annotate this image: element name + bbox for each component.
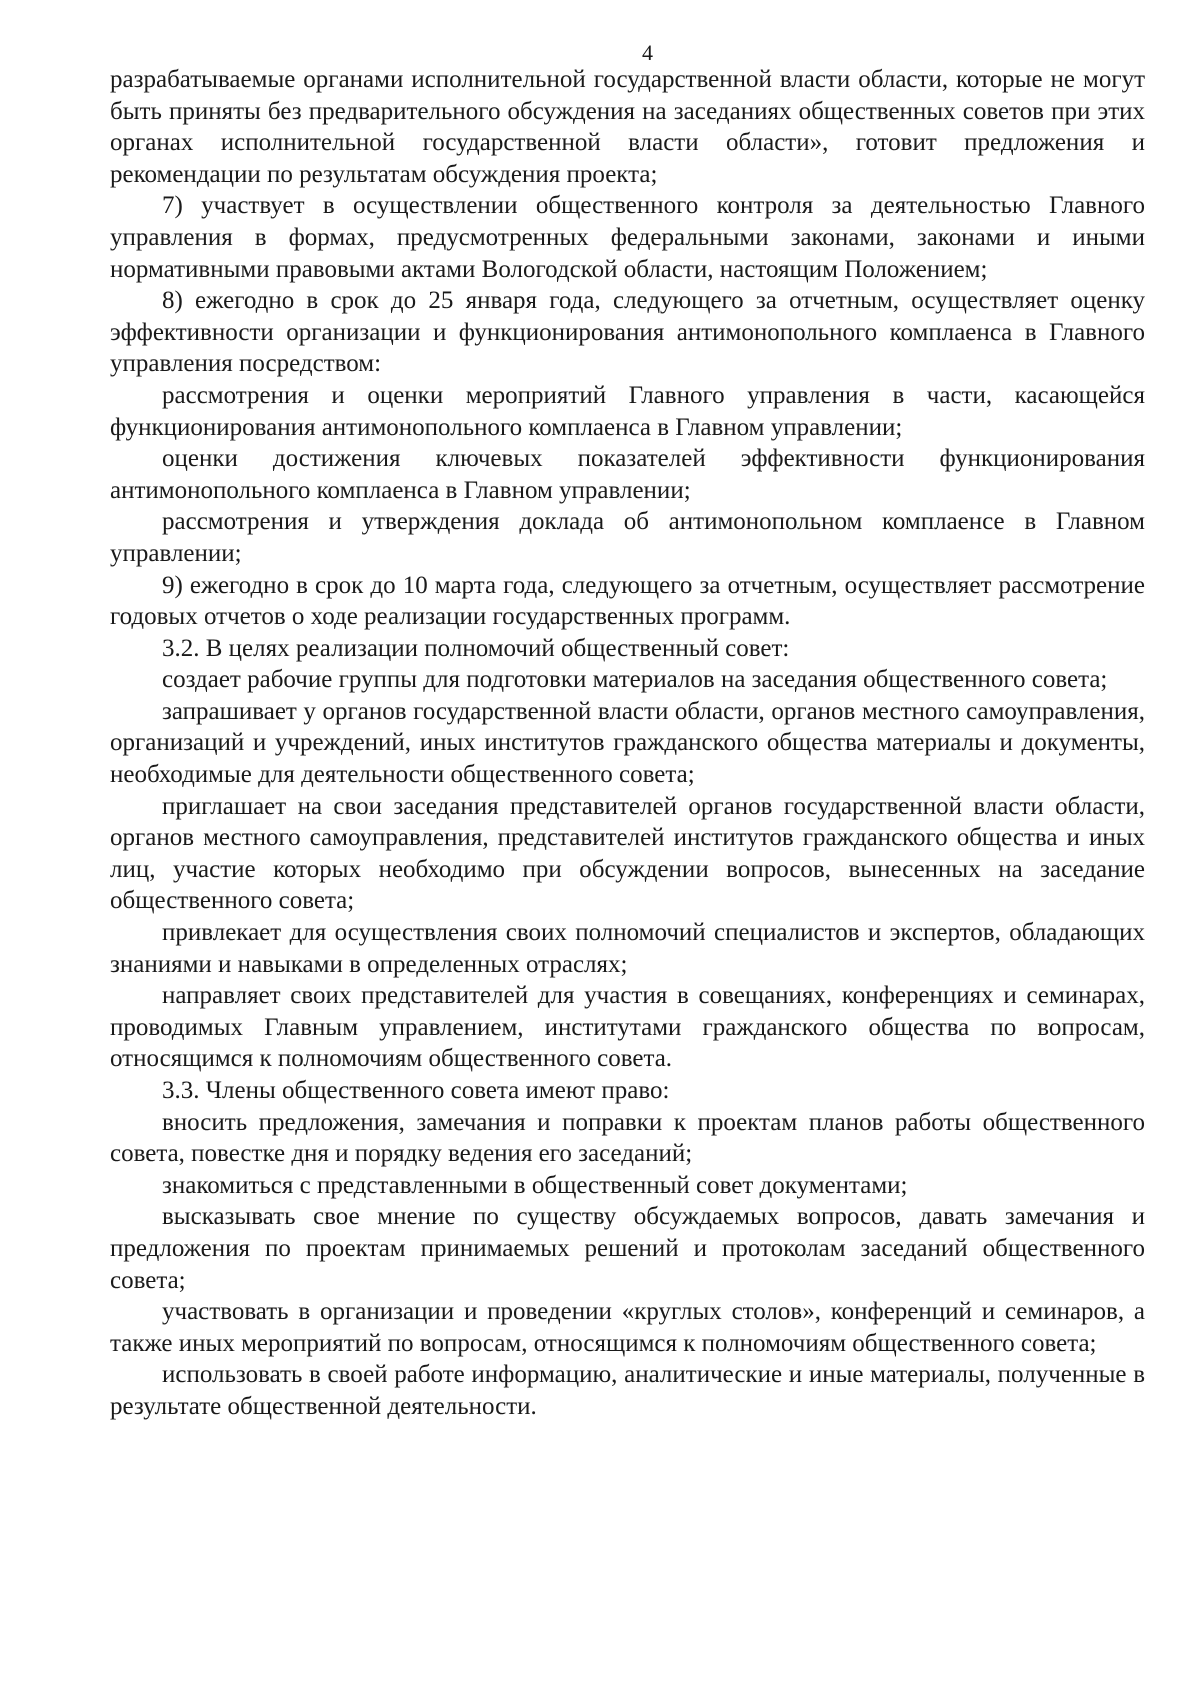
paragraph-subitem: создает рабочие группы для подготовки материалов на заседания общественного совета;: [162, 666, 1108, 694]
paragraph-subitem: использовать в своей работе информацию, аналитические и иные материалы, полученные в результате общественной деятельности.: [110, 1361, 1145, 1420]
paragraph-subitem: высказывать свое мнение по существу обсуждаемых вопросов, давать замечания и предложения по проектам принимаемых решений и протоколам заседаний общественного совета;: [110, 1203, 1145, 1294]
paragraph-subitem: запрашивает у органов государственной власти области, органов местного самоуправления, организаций и учреждений, иных институтов гражданского общества материалы и документы, необходимые для деятельности общественного совета;: [110, 697, 1145, 789]
paragraph-subitem: вносить предложения, замечания и поправки к проектам планов работы общественного совета, повестке дня и порядку ведения его заседаний;: [110, 1108, 1145, 1168]
paragraph-subitem: знакомиться с представленными в общественный совет документами;: [162, 1171, 908, 1199]
paragraph-subitem: оценки достижения ключевых показателей эффективности функционирования антимонопольного комплаенса в Главном управлении;: [110, 445, 1145, 504]
paragraph-subitem: направляет своих представителей для участия в совещаниях, конференциях и семинарах, проводимых Главным управлением, институтами гражданского общества по вопросам, относящимся к полномочиям общественного совета.: [110, 982, 1145, 1073]
paragraph-subitem: привлекает для осуществления своих полномочий специалистов и экспертов, обладающих знаниями и навыками в определенных отраслях;: [110, 919, 1145, 978]
paragraph-continuation: разрабатываемые органами исполнительной государственной власти области, которые не могут быть приняты без предварительного обсуждения на заседаниях общественных советов при этих органах исполнительной государственной власти области», готовит предложения и рекомендации по результатам обсуждения проекта;: [110, 66, 1145, 188]
page-number: 4: [642, 40, 653, 65]
paragraph-subitem: рассмотрения и оценки мероприятий Главного управления в части, касающейся функционирования антимонопольного комплаенса в Главном управлении;: [110, 381, 1145, 441]
document-body: [110, 64, 1145, 1423]
paragraph-item-9: 9) ежегодно в срок до 10 марта года, следующего за отчетным, осуществляет рассмотрение годовых отчетов о ходе реализации государственных программ.: [110, 571, 1145, 631]
section-3-3-heading: 3.3. Члены общественного совета имеют право:: [162, 1077, 670, 1104]
paragraph-subitem: рассмотрения и утверждения доклада об антимонопольном комплаенсе в Главном управлении;: [110, 508, 1145, 567]
paragraph-subitem: участвовать в организации и проведении «круглых столов», конференций и семинаров, а также иных мероприятий по вопросам, относящимся к полномочиям общественного совета;: [110, 1298, 1145, 1357]
section-3-2-heading: 3.2. В целях реализации полномочий общественный совет:: [162, 634, 790, 662]
paragraph-item-7: 7) участвует в осуществлении общественного контроля за деятельностью Главного управления в формах, предусмотренных федеральными законами, законами и иными нормативными правовыми актами Вологодской области, настоящим Положением;: [110, 192, 1145, 283]
paragraph-subitem: приглашает на свои заседания представителей органов государственной власти области, органов местного самоуправления, представителей институтов гражданского общества и иных лиц, участие которых необходимо при обсуждении вопросов, вынесенных на заседание общественного совета;: [110, 792, 1145, 915]
paragraph-item-8: 8) ежегодно в срок до 25 января года, следующего за отчетным, осуществляет оценку эффективности организации и функционирования антимонопольного комплаенса в Главного управления посредством:: [110, 287, 1145, 378]
